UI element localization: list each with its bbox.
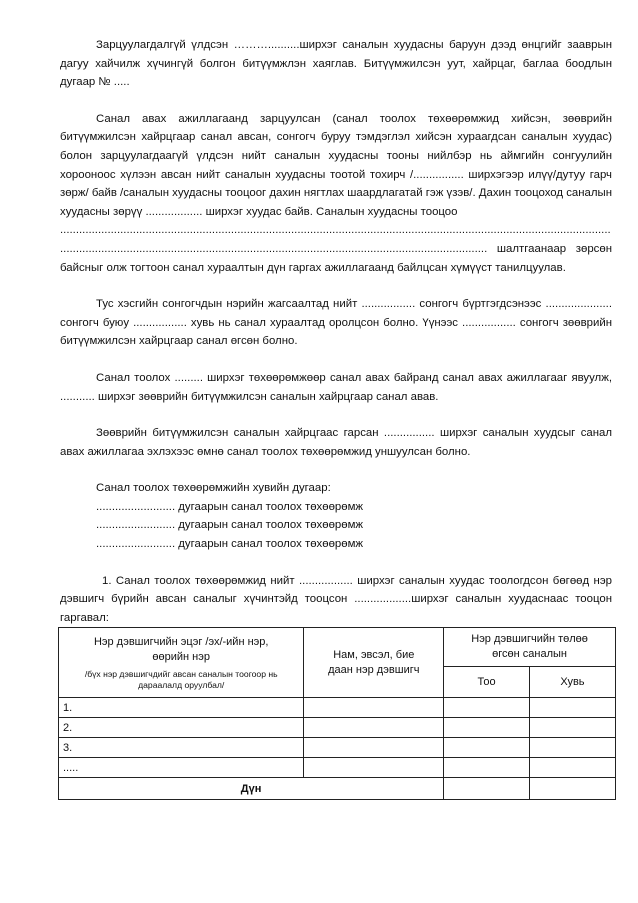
header-candidate-name xyxy=(59,628,304,698)
table-row xyxy=(59,758,616,778)
candidate-name-note: /бүх нэр дэвшигчдийг авсан саналын тоогоор нь дараалалд оруулбал/ xyxy=(84,668,278,690)
percent-cell xyxy=(529,758,615,778)
device-serial-line: ......................... дугаарын санал тоолох төхөөрөмж xyxy=(96,500,364,513)
reconciliation-reason: ....................................................................................................................................... шалтгаанаар зөрсөн байсныг олж тогтоон санал хураалтын дүн гаргах ажиллагаанд байлцсан хүмүүст танилцуулав. xyxy=(60,242,612,274)
count-cell xyxy=(444,758,530,778)
header-party: Нам, эвсэл, бие даан нэр дэвшигч xyxy=(304,628,444,698)
party-cell xyxy=(304,718,444,738)
device-serial-list xyxy=(60,498,612,554)
total-count-cell xyxy=(444,778,530,800)
table-row xyxy=(59,718,616,738)
reconciliation-dotted-line: .............................................................................................................................................................................. xyxy=(60,224,611,237)
party-cell xyxy=(304,738,444,758)
paragraph-counting-devices: Санал тоолох ......... ширхэг төхөөрөмжөөр санал авах байранд санал авах ажиллагааг явуулж, ........... ширхэг зөөврийн битүүмжилсэн саналын хайрцгаар санал авав. xyxy=(60,371,612,403)
results-table xyxy=(58,627,616,800)
device-serial-line: ......................... дугаарын санал тоолох төхөөрөмж xyxy=(96,538,364,551)
paragraph-unused-ballots: Зарцуулагдалгүй үлдсэн ………..........ширхэг саналын хуудасны баруун дээд өнцгийг зааврын дагуу хайчилж хүчингүй болгон битүүмжлэн хаяглав. Битүүмжилсэн уут, хайрцаг, баглаа боодлын дугаар № ..... xyxy=(60,39,612,89)
count-cell xyxy=(444,698,530,718)
percent-cell xyxy=(529,718,615,738)
candidate-name-header-text: Нэр дэвшигчийн эцэг /эх/-ийн нэр, өөрийн нэр xyxy=(93,635,269,663)
device-serial-line: ......................... дугаарын санал тоолох төхөөрөмж xyxy=(96,519,364,532)
party-cell xyxy=(304,698,444,718)
percent-cell xyxy=(529,698,615,718)
document-page xyxy=(60,36,612,800)
device-serial-title: Санал тоолох төхөөрөмжийн хувийн дугаар: xyxy=(96,482,331,495)
count-cell xyxy=(444,718,530,738)
total-percent-cell xyxy=(529,778,615,800)
row-number: 2. xyxy=(59,718,304,738)
total-label: Дүн xyxy=(59,778,444,800)
header-percent: Хувь xyxy=(529,667,615,698)
percent-cell xyxy=(529,738,615,758)
header-count: Тоо xyxy=(444,667,530,698)
paragraph-voter-turnout: Тус хэсгийн сонгогчдын нэрийн жагсаалтад нийт ................. сонгогч бүртгэгдсэнээс ..................... сонгогч буюу ................. хувь нь санал хураалтад оролцсон болно. Үүнээс ................. сонгогч зөөврийн битүүмжилсэн хайрцгаар санал өгсөн болно. xyxy=(60,298,612,348)
row-number: ..... xyxy=(59,758,304,778)
party-cell xyxy=(304,758,444,778)
row-number: 3. xyxy=(59,738,304,758)
row-number: 1. xyxy=(59,698,304,718)
total-row xyxy=(59,778,616,800)
header-votes: Нэр дэвшигчийн төлөө өгсөн саналын xyxy=(444,628,616,667)
table-row xyxy=(59,738,616,758)
table-row xyxy=(59,698,616,718)
paragraph-mobile-box: Зөөврийн битүүмжилсэн саналын хайрцгаас гарсан ................ ширхэг саналын хуудсыг санал авах ажиллагаа эхлэхээс өмнө санал тоолох төхөөрөмжид уншуулсан болно. xyxy=(60,427,612,458)
count-cell xyxy=(444,738,530,758)
paragraph-ballot-reconciliation: Санал авах ажиллагаанд зарцуулсан (санал тоолох төхөөрөмжид хийсэн, зөөврийн битүүмжилсэн хайрцгаар санал авсан, сонгогч буруу тэмдэглэл хийсэн хураагдсан саналын хуудас) болон зарцуулагдаагүй үлдсэн нийт саналын хуудасны тооны нийлбэр нь аймгийн сонгуулийн хорооноос хүлээн авсан нийт саналын хуудасны тоотой тохирч /................ ширхэгээр илүү/дутуу гарч зөрж/ байв /саналын хуудасны тооцоог дахин нягтлах шаардлагатай гэж үзэв/. Дахин тооцоход саналын хуудасны зөрүү .................. ширхэг хуудас байв. Саналын хуудасны тооцоо xyxy=(60,112,612,218)
paragraph-count-results: 1. Санал тоолох төхөөрөмжид нийт ................. ширхэг саналын хуудас тоологдсон бөгөөд нэр дэвшигч бүрийн авсан саналыг хүчинтэйд тооцсон ..................ширхэг саналын хуудаснаас тооцон гаргавал: xyxy=(60,574,612,624)
